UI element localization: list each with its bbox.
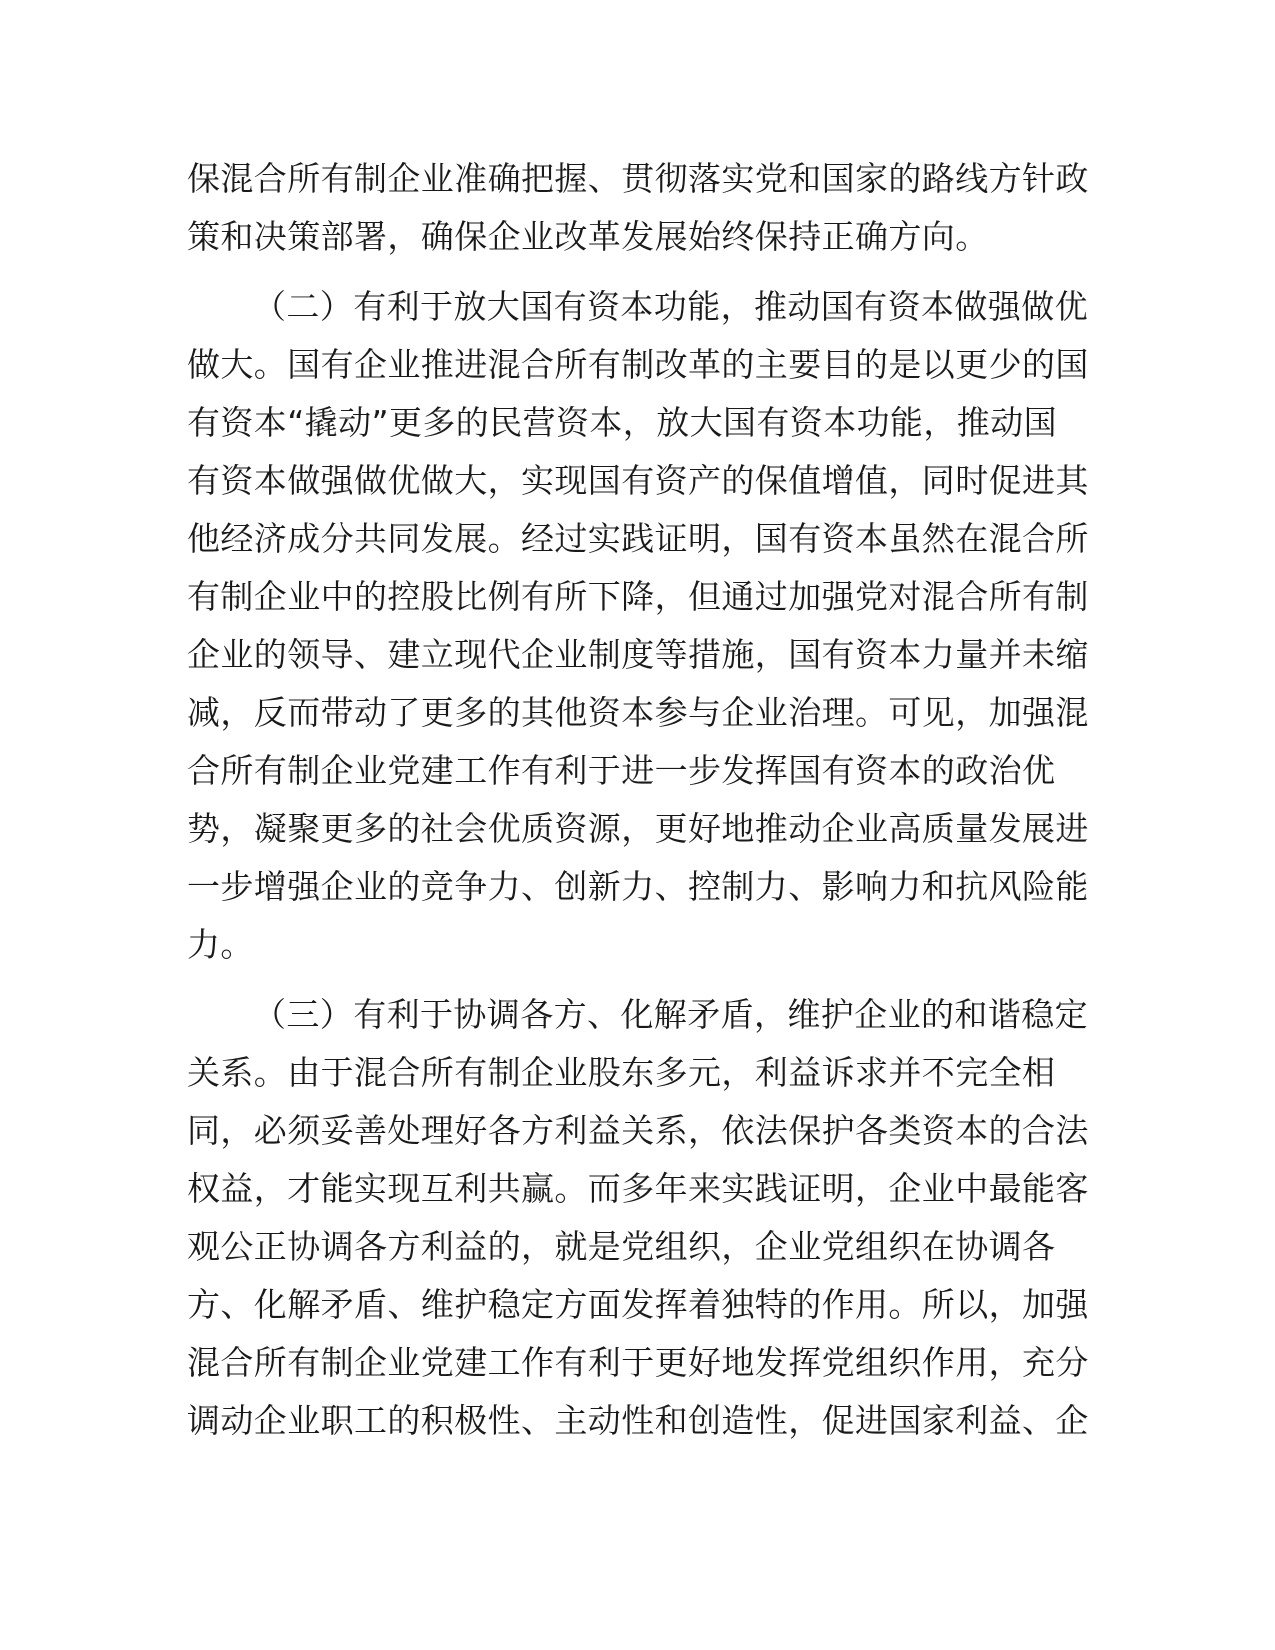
text-line: （二）有利于放大国有资本功能，推动国有资本做强做优 — [253, 287, 1088, 326]
text-line: 混合所有制企业党建工作有利于更好地发挥党组织作用，充分 — [187, 1343, 1089, 1382]
text-line: 策和决策部署，确保企业改革发展始终保持正确方向。 — [187, 217, 989, 256]
paragraph-3 — [187, 986, 1092, 1450]
text-line: 方、化解矛盾、维护稳定方面发挥着独特的作用。所以，加强 — [187, 1285, 1089, 1324]
text-line: 有资本“撬动”更多的民营资本，放大国有资本功能，推动国 — [187, 403, 1057, 442]
text-line: 同，必须妥善处理好各方利益关系，依法保护各类资本的合法 — [187, 1111, 1089, 1150]
text-line: 权益，才能实现互利共赢。而多年来实践证明，企业中最能客 — [187, 1169, 1089, 1208]
text-line: 观公正协调各方利益的，就是党组织，企业党组织在协调各 — [187, 1227, 1056, 1266]
text-line: 合所有制企业党建工作有利于进一步发挥国有资本的政治优 — [187, 751, 1056, 790]
text-line: 企业的领导、建立现代企业制度等措施，国有资本力量并未缩 — [187, 635, 1089, 674]
text-line: 势，凝聚更多的社会优质资源，更好地推动企业高质量发展进 — [187, 809, 1089, 848]
paragraph-spacer — [187, 266, 1092, 278]
text-line: （三）有利于协调各方、化解矛盾，维护企业的和谐稳定 — [253, 995, 1088, 1034]
body-text — [187, 150, 1092, 1450]
text-line: 保混合所有制企业准确把握、贯彻落实党和国家的路线方针政 — [187, 159, 1089, 198]
text-line: 力。 — [187, 925, 254, 964]
text-line: 他经济成分共同发展。经过实践证明，国有资本虽然在混合所 — [187, 519, 1089, 558]
text-line: 一步增强企业的竞争力、创新力、控制力、影响力和抗风险能 — [187, 867, 1089, 906]
paragraph-2 — [187, 278, 1092, 974]
text-line: 关系。由于混合所有制企业股东多元，利益诉求并不完全相 — [187, 1053, 1056, 1092]
text-line: 调动企业职工的积极性、主动性和创造性，促进国家利益、企 — [187, 1401, 1089, 1440]
paragraph-spacer — [187, 974, 1092, 986]
text-line: 有资本做强做优做大，实现国有资产的保值增值，同时促进其 — [187, 461, 1089, 500]
text-line: 做大。国有企业推进混合所有制改革的主要目的是以更少的国 — [187, 345, 1089, 384]
text-line: 减，反而带动了更多的其他资本参与企业治理。可见，加强混 — [187, 693, 1089, 732]
paragraph-1 — [187, 150, 1092, 266]
text-line: 有制企业中的控股比例有所下降，但通过加强党对混合所有制 — [187, 577, 1089, 616]
